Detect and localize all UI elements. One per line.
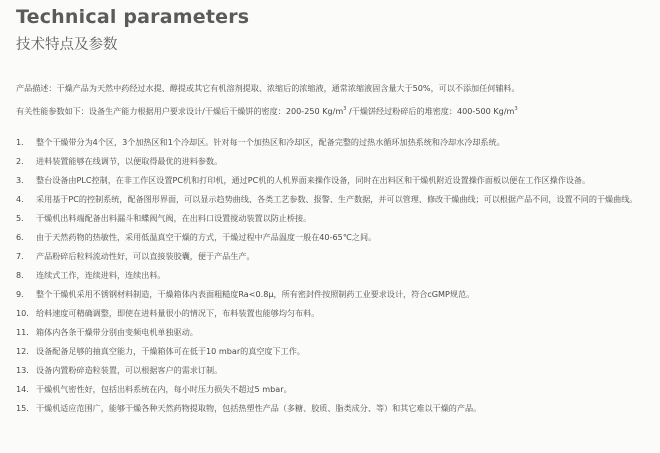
intro-section: [16, 78, 652, 122]
item-number: 12．: [16, 346, 35, 356]
list-item: [16, 228, 656, 247]
item-number: 3．: [16, 175, 30, 185]
item-text: 设备内置粉碎造粒装置，可以根据客户的需求订制。: [36, 365, 223, 375]
list-item: [16, 304, 656, 323]
list-item: [16, 285, 656, 304]
item-text: 干燥机气密性好，包括出料系统在内，每小时压力损失不超过5 mbar。: [36, 384, 292, 394]
item-text: 整个干燥机采用不锈钢材料制造，干燥箱体内表面粗糙度Ra<0.8μ，所有密封件按照制药工业要求设计，符合cGMP规范。: [36, 289, 475, 299]
item-number: 7．: [16, 251, 30, 261]
item-number: 4．: [16, 194, 30, 204]
item-number: 15．: [16, 403, 35, 413]
item-text: 进料装置能够在线调节，以便取得最优的进料参数。: [36, 156, 223, 166]
item-text: 给料速度可精确调整，即使在进料量很小的情况下，布料装置也能够均匀布料。: [36, 308, 320, 318]
list-item: [16, 323, 656, 342]
list-item: [16, 266, 656, 285]
item-number: 9．: [16, 289, 30, 299]
list-item: [16, 342, 656, 361]
product-description: 产品描述：干燥产品为天然中药经过水提、醇提或其它有机溶剂提取、浓缩后的浓缩液，通常浓缩液固含量大于50%，可以不添加任何辅料。: [16, 83, 520, 93]
item-number: 6．: [16, 232, 30, 242]
item-number: 2．: [16, 156, 30, 166]
list-item: [16, 361, 656, 380]
item-number: 14．: [16, 384, 35, 394]
list-item: [16, 133, 656, 152]
list-item: [16, 247, 656, 266]
page-title-english: Technical parameters: [16, 6, 250, 28]
item-number: 5．: [16, 213, 30, 223]
page-title-chinese: 技术特点及参数: [16, 37, 118, 53]
performance-parameters: [16, 99, 652, 122]
item-number: 13．: [16, 365, 35, 375]
item-number: 10．: [16, 308, 35, 318]
item-number: 1．: [16, 137, 30, 147]
item-text: 整个干燥带分为4个区，3个加热区和1个冷却区。针对每一个加热区和冷却区，配备完整的过热水循环加热系统和冷却水冷却系统。: [36, 137, 505, 147]
performance-parameters-text-2: /干燥饼经过粉碎后的堆密度：400-500 Kg/m: [346, 106, 515, 116]
item-text: 设备配备足够的抽真空能力，干燥箱体可在低于10 mbar的真空度下工作。: [36, 346, 305, 356]
item-number: 8．: [16, 270, 30, 280]
item-number: 11．: [16, 327, 35, 337]
item-text: 连续式工作，连续进料，连续出料。: [36, 270, 166, 280]
item-text: 整台设备由PLC控制，在非工作区设置PC机和打印机，通过PC机的人机界面来操作设备，同时在出料区和干燥机附近设置操作面板以便在工作区操作设备。: [36, 175, 591, 185]
item-text: 产品粉碎后粒料流动性好，可以直接装胶囊，便于产品生产。: [36, 251, 255, 261]
superscript-3: 3: [343, 106, 347, 112]
item-text: 采用基于PC的控制系统，配备图形界面，可以显示趋势曲线、各类工艺参数、报警、生产数据，并可以管理、修改干燥曲线；可以根据产品不同，设置不同的干燥曲线。: [36, 194, 638, 204]
superscript-3: 3: [514, 106, 518, 112]
item-text: 由于天然药物的热敏性，采用低温真空干燥的方式，干燥过程中产品温度一般在40-65℃之间。: [36, 232, 377, 242]
list-item: [16, 171, 656, 190]
item-text: 干燥机适应范围广，能够干燥各种天然药物提取物，包括热塑性产品（多糖、胶质、脂类成分、等）和其它难以干燥的产品。: [36, 403, 482, 413]
performance-parameters-text-1: 有关性能参数如下：设备生产能力根据用户要求设计/干燥后干燥饼的密度：200-250 Kg/m: [16, 106, 344, 116]
list-item: [16, 152, 656, 171]
feature-list: [16, 133, 656, 418]
list-item: [16, 209, 656, 228]
list-item: [16, 380, 656, 399]
list-item: [16, 399, 656, 418]
item-text: 干燥机出料端配备出料漏斗和蝶阀气阀，在出料口设置搅动装置以防止桥接。: [36, 213, 312, 223]
item-text: 箱体内各条干燥带分别由变频电机单独驱动。: [36, 327, 198, 337]
list-item: [16, 190, 656, 209]
